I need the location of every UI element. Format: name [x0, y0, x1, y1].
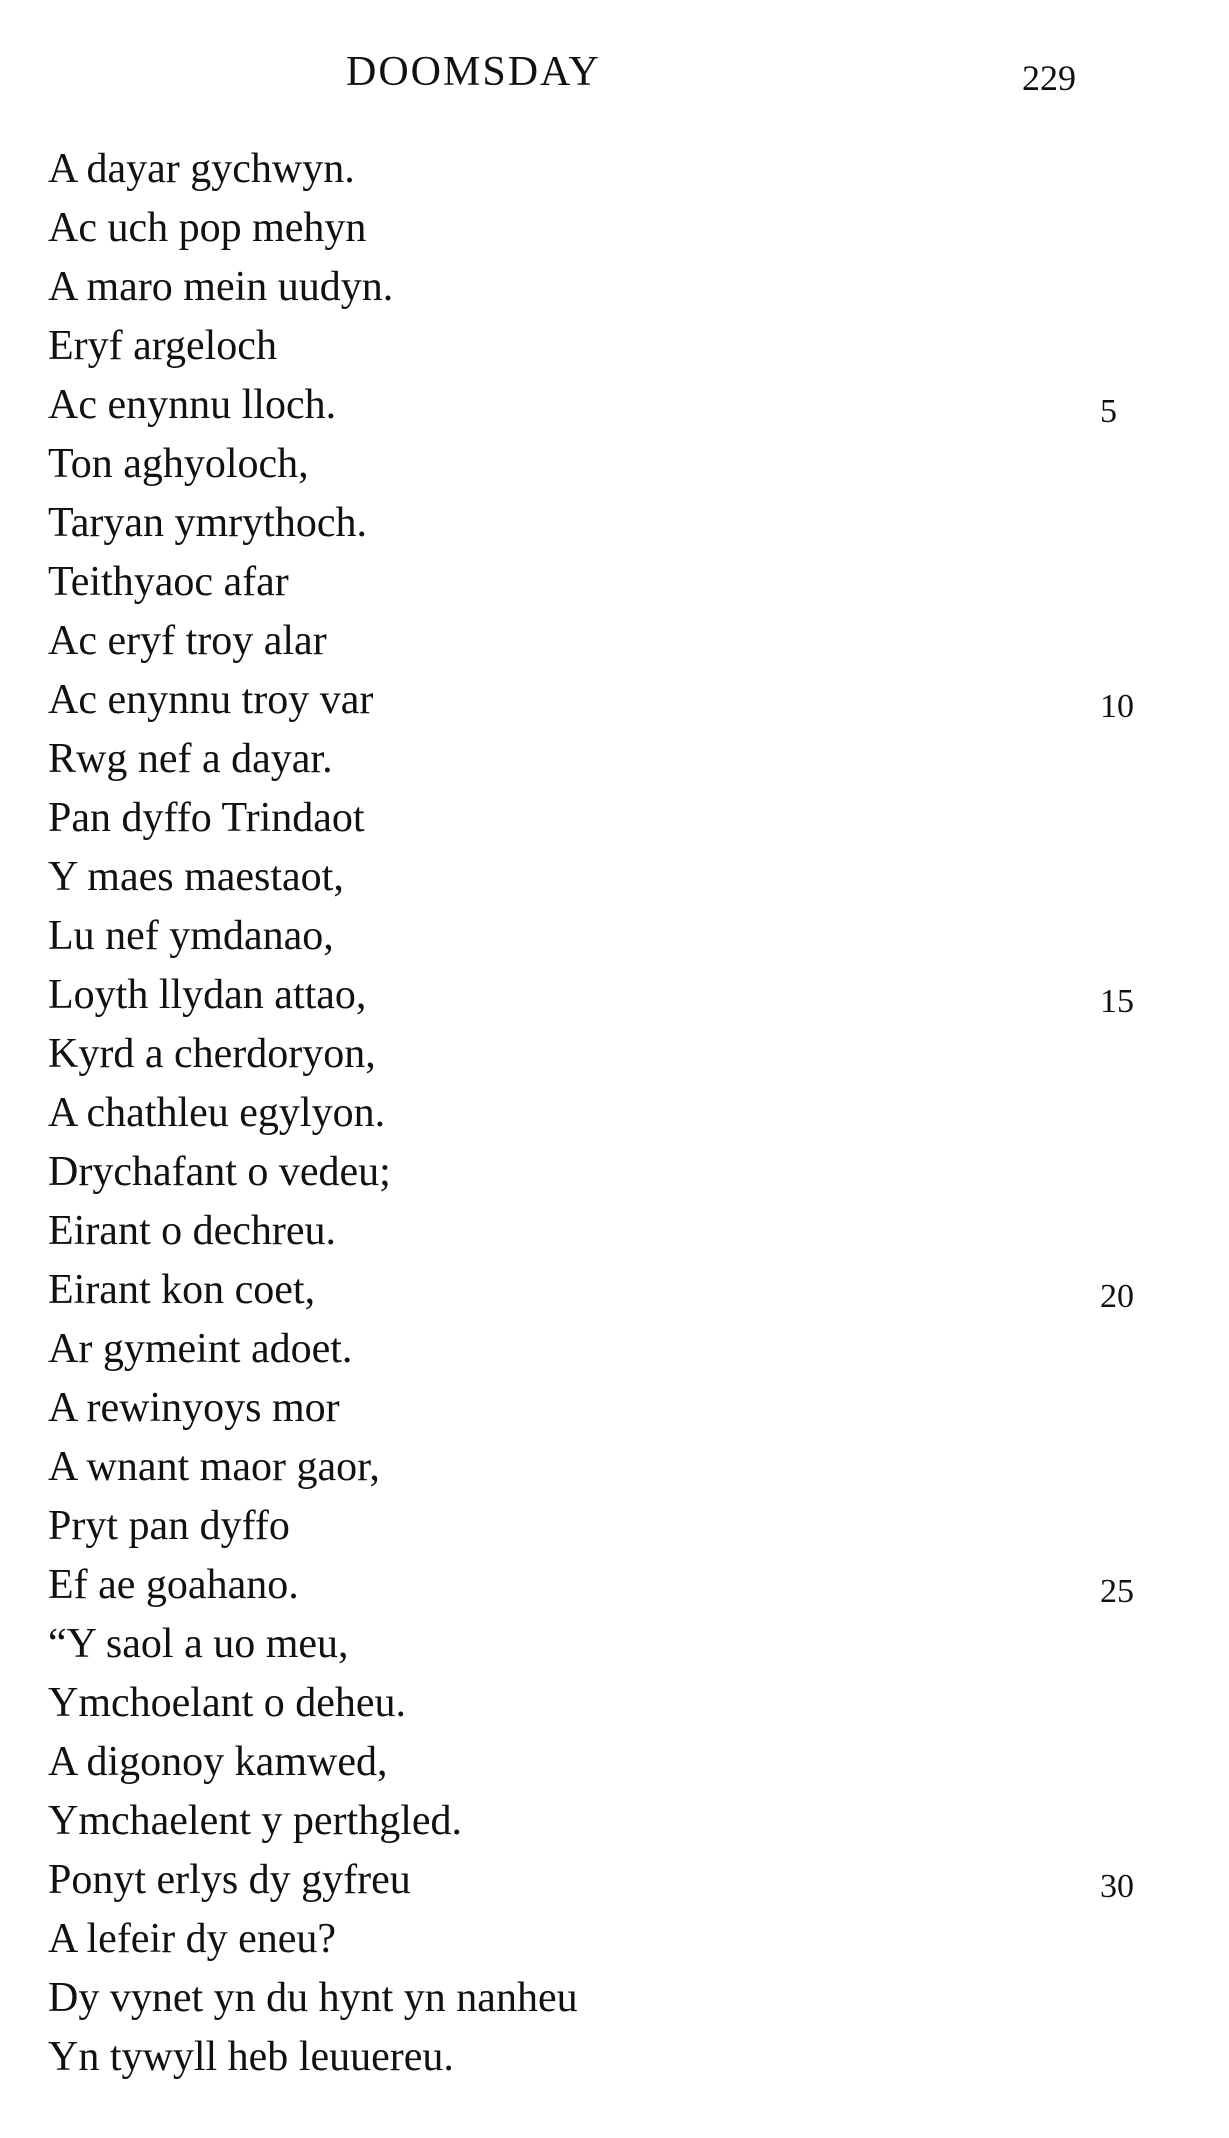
poem-line-text: A chathleu egylyon.: [48, 1090, 386, 1136]
poem-line-text: “Y saol a uo meu,: [48, 1621, 349, 1667]
poem-line: [0, 612, 1229, 671]
poem-line: [0, 494, 1229, 553]
poem-line: [0, 2028, 1229, 2087]
poem-line-text: Kyrd a cherdoryon,: [48, 1031, 376, 1077]
poem-body: [0, 140, 1229, 2087]
poem-line-text: Ac enynnu troy var: [48, 677, 374, 723]
poem-line: [0, 1438, 1229, 1497]
line-number: 10: [1100, 688, 1134, 725]
poem-line-text: Ymchoelant o deheu.: [48, 1680, 407, 1726]
poem-line-text: Ton aghyoloch,: [48, 441, 309, 487]
poem-line-text: Eirant o dechreu.: [48, 1208, 337, 1254]
poem-line: [0, 553, 1229, 612]
poem-line-text: Rwg nef a dayar.: [48, 736, 333, 782]
poem-line: [0, 1556, 1229, 1615]
poem-line: [0, 1733, 1229, 1792]
poem-line: [0, 1025, 1229, 1084]
poem-line: [0, 848, 1229, 907]
poem-line: [0, 1143, 1229, 1202]
poem-line-text: A dayar gychwyn.: [48, 146, 355, 192]
poem-line: [0, 258, 1229, 317]
poem-line: [0, 1202, 1229, 1261]
line-number: 5: [1100, 393, 1117, 430]
poem-line: [0, 1320, 1229, 1379]
poem-line: [0, 1497, 1229, 1556]
poem-line: [0, 966, 1229, 1025]
poem-line-text: A wnant maor gaor,: [48, 1444, 380, 1490]
poem-line-text: Pan dyffo Trindaot: [48, 795, 365, 841]
poem-line: [0, 1792, 1229, 1851]
poem-line-text: Ymchaelent y perthgled.: [48, 1798, 463, 1844]
poem-line-text: Ponyt erlys dy gyfreu: [48, 1857, 411, 1903]
poem-line-text: Eryf argeloch: [48, 323, 277, 369]
poem-line: [0, 730, 1229, 789]
page-title: DOOMSDAY: [346, 49, 601, 95]
poem-line-text: A digonoy kamwed,: [48, 1739, 388, 1785]
poem-line-text: Dy vynet yn du hynt yn nanheu: [48, 1975, 578, 2021]
poem-line: [0, 1851, 1229, 1910]
poem-line: [0, 317, 1229, 376]
page-number: 229: [1022, 58, 1076, 98]
line-number: 25: [1100, 1573, 1134, 1610]
poem-line: [0, 1910, 1229, 1969]
poem-line: [0, 671, 1229, 730]
poem-line-text: A maro mein uudyn.: [48, 264, 394, 310]
poem-line: [0, 435, 1229, 494]
line-number: 15: [1100, 983, 1134, 1020]
poem-line-text: Eirant kon coet,: [48, 1267, 316, 1313]
poem-line-text: Ac enynnu lloch.: [48, 382, 337, 428]
poem-line: [0, 199, 1229, 258]
poem-line: [0, 140, 1229, 199]
poem-line-text: Y maes maestaot,: [48, 854, 344, 900]
poem-line: [0, 1674, 1229, 1733]
poem-line: [0, 907, 1229, 966]
poem-line: [0, 1615, 1229, 1674]
poem-line-text: Loyth llydan attao,: [48, 972, 367, 1018]
poem-line-text: A lefeir dy eneu?: [48, 1916, 337, 1962]
poem-line-text: Ef ae goahano.: [48, 1562, 299, 1608]
poem-line: [0, 789, 1229, 848]
poem-line: [0, 1379, 1229, 1438]
poem-line-text: Ac uch pop mehyn: [48, 205, 367, 251]
poem-line: [0, 376, 1229, 435]
poem-line-text: Yn tywyll heb leuuereu.: [48, 2034, 454, 2080]
poem-line-text: Ar gymeint adoet.: [48, 1326, 353, 1372]
poem-line: [0, 1261, 1229, 1320]
poem-line-text: Ac eryf troy alar: [48, 618, 327, 664]
poem-line: [0, 1084, 1229, 1143]
line-number: 20: [1100, 1278, 1134, 1315]
poem-line-text: Teithyaoc afar: [48, 559, 289, 605]
poem-line-text: Lu nef ymdanao,: [48, 913, 334, 959]
poem-line-text: Taryan ymrythoch.: [48, 500, 367, 546]
poem-line-text: Pryt pan dyffo: [48, 1503, 290, 1549]
poem-line: [0, 1969, 1229, 2028]
poem-line-text: Drychafant o vedeu;: [48, 1149, 391, 1195]
poem-line-text: A rewinyoys mor: [48, 1385, 340, 1431]
line-number: 30: [1100, 1868, 1134, 1905]
running-head: [0, 42, 1229, 102]
